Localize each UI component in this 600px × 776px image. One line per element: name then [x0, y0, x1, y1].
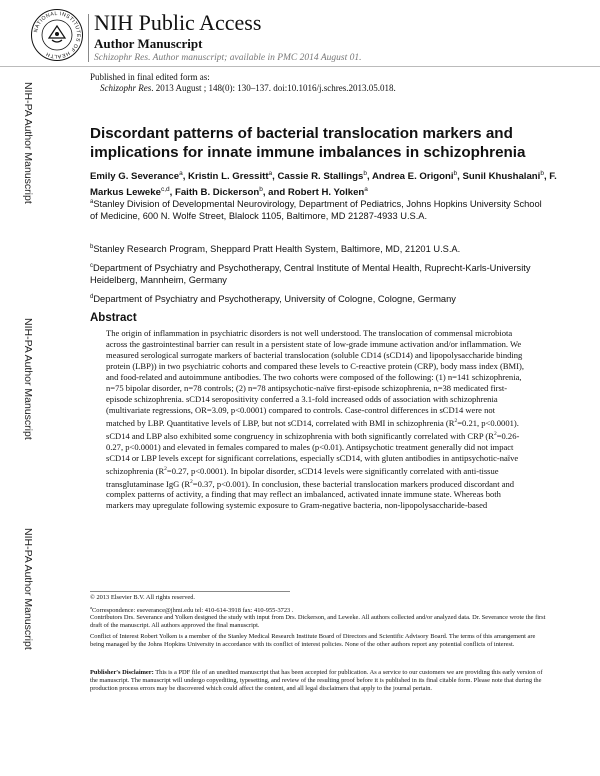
affiliation-mark: b: [90, 244, 94, 250]
affiliation-d: [90, 291, 550, 305]
author-name: Andrea E. Origoni: [371, 171, 454, 183]
author-separator: ,: [272, 171, 278, 183]
contributors-note: Contributors Drs. Severance and Yolken designed the study with input from Drs. Dickerson, and Leweke. All authors collected and/or analyzed data. Dr. Severance wrote the first draft of the manuscript. All authors approved the final manuscript.: [90, 614, 546, 630]
author-affiliation-mark: b: [453, 170, 458, 177]
author-list: [90, 168, 560, 199]
author-affiliation-mark: a: [179, 170, 183, 177]
nih-logo: [30, 8, 84, 62]
abstract-superscript: 2: [164, 465, 167, 472]
author-name: Kristin L. Gressitt: [188, 171, 269, 183]
side-label-bottom: NIH-PA Author Manuscript: [22, 528, 34, 650]
author-affiliation-mark: b: [540, 170, 544, 177]
disclaimer-label: Publisher's Disclaimer:: [90, 669, 154, 676]
author-affiliation-mark: b: [259, 185, 263, 193]
abstract-body: [106, 328, 526, 511]
affiliation-text: Stanley Research Program, Sheppard Pratt Health System, Baltimore, MD, 21201 U.S.A.: [93, 244, 461, 255]
abstract-text: =0.21, p<0.0001). sCD14 and LBP also exhibited some congruency in schizophrenia with both significantly correlated with CRP (R: [106, 417, 519, 441]
affiliation-mark: c: [90, 263, 93, 269]
abstract-text: The origin of inflammation in psychiatric disorders is not well understood. The translocation of commensal microbiota across the gastrointestinal barrier can result in a persistent state of low-grade immune activation and/or inflammation. We measured serological surrogate markers of bacterial translocation (soluble CD14 (sCD14) and lipopolysaccharide binding protein (LBP)) in two psychiatric cohorts and compared these levels to C-reactive protein (CRP), body mass index (BMI), and food-related and autoimmune antibodies. The two cohorts were composed of the following: (1) n=141 schizophrenia, n=75 bipolar disorder, n=78 controls; (2) n=78 antipsychotic-naïve first-episode schizophrenia, n=38 medicated first-episode schizophrenia. sCD14 seropositivity conferred a 3.1-fold increased odds of association with schizophrenia (multivariate regressions, OR=3.09, p<0.0001) compared to controls. Case-control differences in sCD14 were not matched by LBP. Quantitative levels of LBP, but not sCD14, correlated with BMI in schizophrenia (R: [106, 328, 524, 428]
citation-details: . 2013 August ; 148(0): 130–137. doi:10.1016/j.schres.2013.05.018.: [151, 83, 396, 93]
affiliation-mark: d: [90, 294, 94, 300]
logo-ring-text: NATIONAL INSTITUTES OF HEALTH: [33, 10, 82, 60]
author-name: Emily G. Severance: [90, 171, 180, 183]
affiliation-text: Stanley Division of Developmental Neurovirology, Department of Pediatrics, Johns Hopkins University School of Medicine, 600 N. Wolfe Street, Blalock 1105, Baltimore, MD 21287-4933 U.S.A.: [90, 199, 542, 222]
article-title: Discordant patterns of bacterial translocation markers and implications for innate immune imbalances in schizophrenia: [90, 125, 526, 161]
correspondence-mark: a: [90, 605, 92, 610]
header-availability-note: Schizophr Res. Author manuscript; available in PMC 2014 August 01.: [94, 53, 362, 63]
author-name: Sunil Khushalani: [462, 171, 541, 183]
side-label-top: NIH-PA Author Manuscript: [22, 82, 34, 204]
copyright-note: © 2013 Elsevier B.V. All rights reserved.: [90, 594, 196, 601]
journal-name: Schizophr Res: [100, 83, 152, 93]
abstract-text: =0.26-0.27, p<0.0001) and elevated in females compared to males (p<0.01). Antipsychotic treatment generally did not impact sCD14 or LBP levels except for significant correlations, especially sCD14, with gluten antibodies in antipsychotic-naïve schizophrenia (R: [106, 430, 520, 476]
abstract-superscript: 2: [493, 430, 497, 437]
publication-info: [90, 72, 396, 94]
header-divider: [88, 14, 89, 62]
author-name: Faith B. Dickerson: [174, 186, 260, 198]
author-affiliation-mark: b: [363, 170, 367, 177]
author-name: Robert H. Yolken: [287, 186, 365, 198]
abstract-superscript: 2: [190, 478, 193, 485]
author-affiliation-mark: a: [364, 185, 368, 193]
publication-citation: [90, 83, 396, 94]
author-separator: ,: [182, 171, 189, 183]
header-rule: [0, 66, 600, 67]
publication-line: Published in final edited form as:: [90, 72, 210, 82]
author-separator: ,: [457, 171, 463, 183]
author-separator: ,: [543, 171, 550, 183]
affiliation-text: Department of Psychiatry and Psychotherapy, University of Cologne, Cologne, Germany: [93, 294, 456, 305]
header-subtitle: Author Manuscript: [94, 36, 203, 51]
author-name: F. Markus Leweke: [90, 171, 557, 198]
side-label-middle: NIH-PA Author Manuscript: [22, 318, 34, 440]
author-separator: ,: [169, 186, 175, 198]
abstract-heading: Abstract: [90, 312, 137, 324]
affiliation-mark: a: [90, 199, 94, 205]
affiliation-b: [90, 241, 550, 255]
disclaimer-text: This is a PDF file of an unedited manuscript that has been accepted for publication. As a service to our customers we are providing this early version of the manuscript. The manuscript will undergo copyediting, typesetting, and review of the resulting proof before it is published in its final citable form. Please note that during the production process errors may be discovered which could affect the content, and all legal disclaimers that apply to the journal pertain.: [90, 669, 543, 693]
header-title: NIH Public Access: [94, 10, 262, 35]
affiliation-c: [90, 260, 550, 286]
abstract-superscript: 2: [454, 418, 458, 424]
abstract-text: =0.37, p<0.001). In conclusion, these bacterial translocation markers produced discordant and complex patterns of activity, a finding that may reflect an imbalanced, activated innate immune state. Whereas both markers may upregulate following systemic exposure to Gram-negative bacteria, non-lipopolysaccharide-based: [106, 478, 515, 511]
author-name: Cassie R. Stallings: [277, 171, 364, 183]
affiliation-text: Department of Psychiatry and Psychotherapy, Central Institute of Mental Health, Ruprecht-Karls-University Heidelberg, Mannheim, Germany: [90, 263, 531, 286]
author-separator: ,: [366, 171, 372, 183]
conflict-note: Conflict of Interest Robert Yolken is a member of the Stanley Medical Research Institute Board of Directors and Scientific Advisory Board. The terms of this arrangement are being managed by the Johns Hopkins University in accordance with its conflict of interest policies. None of the other authors report any potential conflicts of interest.: [90, 633, 536, 649]
publisher-disclaimer: [90, 669, 550, 694]
footnote-rule: [90, 591, 290, 592]
nih-seal-icon: [30, 8, 84, 62]
correspondence-text: Correspondence: eseverance@jhmi.edu tel: 410-614-3918 fax: 410-955-3723 .: [92, 607, 294, 615]
author-affiliation-mark: c,d: [160, 185, 170, 193]
author-affiliation-mark: a: [268, 170, 273, 177]
affiliation-a: [90, 196, 550, 222]
abstract-text: =0.27, p<0.0001). In bipolar disorder, sCD14 levels were significantly correlated with anti-tissue transglutaminase IgG (R: [106, 465, 499, 489]
author-separator: , and: [262, 186, 288, 198]
